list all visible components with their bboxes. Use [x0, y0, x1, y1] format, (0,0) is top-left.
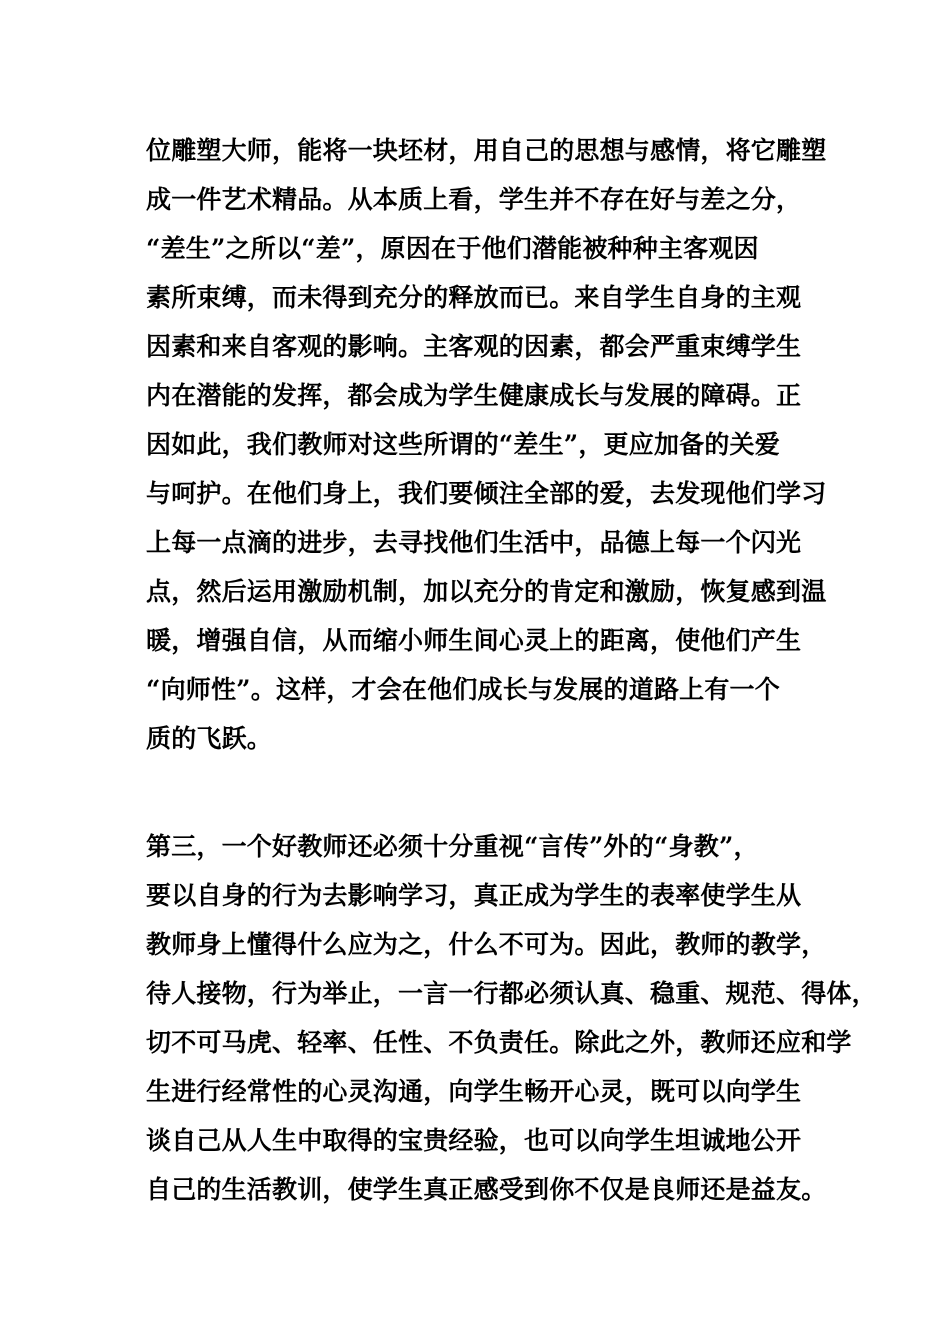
text-line: 位雕塑大师，能将一块坯材，用自己的思想与感情，将它雕塑 — [146, 136, 827, 165]
text-line: 质的飞跃。 — [146, 724, 273, 753]
text-line: 自己的生活教训，使学生真正感受到你不仅是良师还是益友。 — [146, 1175, 827, 1204]
text-line: 第三，一个好教师还必须十分重视“言传”外的“身教”， — [146, 832, 759, 861]
text-line: 谈自己从人生中取得的宝贵经验，也可以向学生坦诚地公开 — [146, 1126, 802, 1155]
text-line: 因素和来自客观的影响。主客观的因素，都会严重束缚学生 — [146, 332, 802, 361]
text-line: 上每一点滴的进步，去寻找他们生活中，品德上每一个闪光 — [146, 528, 802, 557]
text-line: 内在潜能的发挥，都会成为学生健康成长与发展的障碍。正 — [146, 381, 802, 410]
text-line: 教师身上懂得什么应为之，什么不可为。因此，教师的教学， — [146, 930, 827, 959]
text-line: 素所束缚，而未得到充分的释放而已。来自学生自身的主观 — [146, 283, 802, 312]
text-line: 点，然后运用激励机制，加以充分的肯定和激励，恢复感到温 — [146, 577, 827, 606]
text-line: 因如此，我们教师对这些所谓的“差生”，更应加备的关爱 — [146, 430, 780, 459]
text-line: 待人接物，行为举止，一言一行都必须认真、稳重、规范、得体， — [146, 979, 877, 1008]
text-line: “向师性”。这样，才会在他们成长与发展的道路上有一个 — [146, 675, 780, 704]
text-line: 与呵护。在他们身上，我们要倾注全部的爱，去发现他们学习 — [146, 479, 827, 508]
text-line: 成一件艺术精品。从本质上看，学生并不存在好与差之分， — [146, 185, 802, 214]
text-line: 要以自身的行为去影响学习，真正成为学生的表率使学生从 — [146, 881, 802, 910]
text-line: 切不可马虎、轻率、任性、不负责任。除此之外，教师还应和学 — [146, 1028, 852, 1057]
paragraph-2 — [146, 822, 877, 1214]
text-line: “差生”之所以“差”，原因在于他们潜能被种种主客观因 — [146, 234, 759, 263]
text-line: 生进行经常性的心灵沟通，向学生畅开心灵，既可以向学生 — [146, 1077, 802, 1106]
paragraph-1 — [146, 126, 826, 763]
text-line: 暖，增强自信，从而缩小师生间心灵上的距离，使他们产生 — [146, 626, 802, 655]
